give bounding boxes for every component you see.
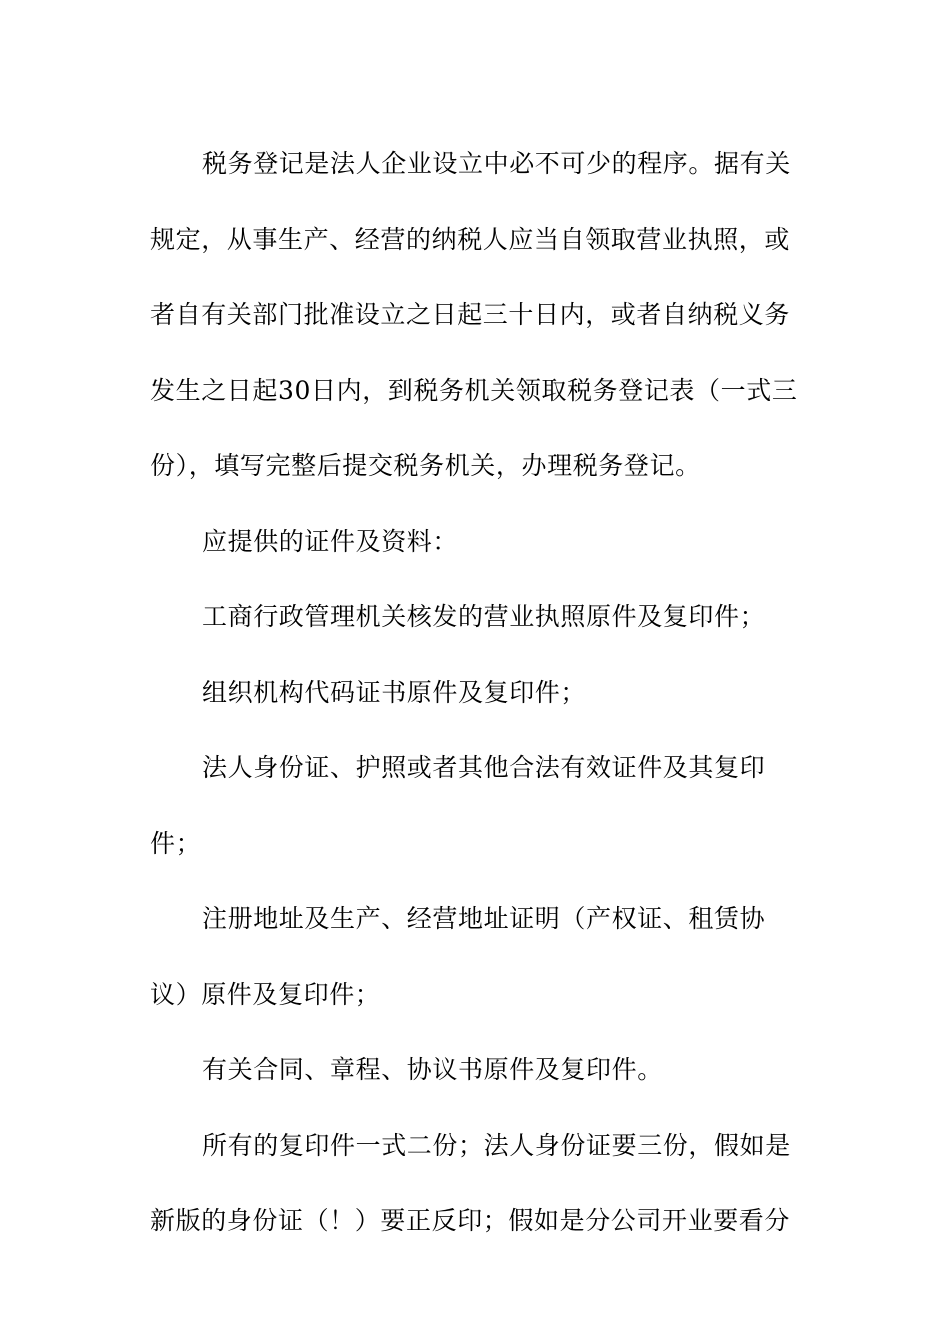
text-line: 组织机构代码证书原件及复印件； xyxy=(202,677,587,707)
paragraph-legal-person-id xyxy=(150,730,802,881)
text-line: 工商行政管理机关核发的营业执照原件及复印件； xyxy=(202,602,766,631)
text-line: 份），填写完整后提交税务机关，办理税务登记。 xyxy=(150,451,701,480)
paragraph-copy-requirements xyxy=(150,1108,802,1259)
paragraph-contracts xyxy=(150,1032,802,1108)
text-line: 发生之日起30日内，到税务机关领取税务登记表（一式三 xyxy=(150,375,798,405)
document-page xyxy=(150,126,802,1259)
text-line: 法人身份证、护照或者其他合法有效证件及其复印 xyxy=(202,753,766,782)
paragraph-address-proof xyxy=(150,881,802,1032)
text-line: 新版的身份证（！）要正反印；假如是分公司开业要看分 xyxy=(150,1206,791,1235)
paragraph-required-documents-heading xyxy=(150,504,802,580)
text-line: 税务登记是法人企业设立中必不可少的程序。据有关 xyxy=(202,149,791,178)
text-line: 议）原件及复印件； xyxy=(150,979,381,1009)
text-line: 有关合同、章程、协议书原件及复印件。 xyxy=(202,1055,663,1084)
paragraph-organization-code xyxy=(150,655,802,731)
text-line: 应提供的证件及资料： xyxy=(202,526,459,556)
paragraph-business-license xyxy=(150,579,802,655)
text-line: 注册地址及生产、经营地址证明（产权证、租赁协 xyxy=(202,904,766,933)
text-line: 所有的复印件一式二份；法人身份证要三份，假如是 xyxy=(202,1130,791,1160)
text-line: 规定，从事生产、经营的纳税人应当自领取营业执照，或 xyxy=(150,224,791,254)
paragraph-tax-registration-intro xyxy=(150,126,802,504)
text-line: 者自有关部门批准设立之日起三十日内，或者自纳税义务 xyxy=(150,300,791,329)
text-line: 件； xyxy=(150,828,202,858)
